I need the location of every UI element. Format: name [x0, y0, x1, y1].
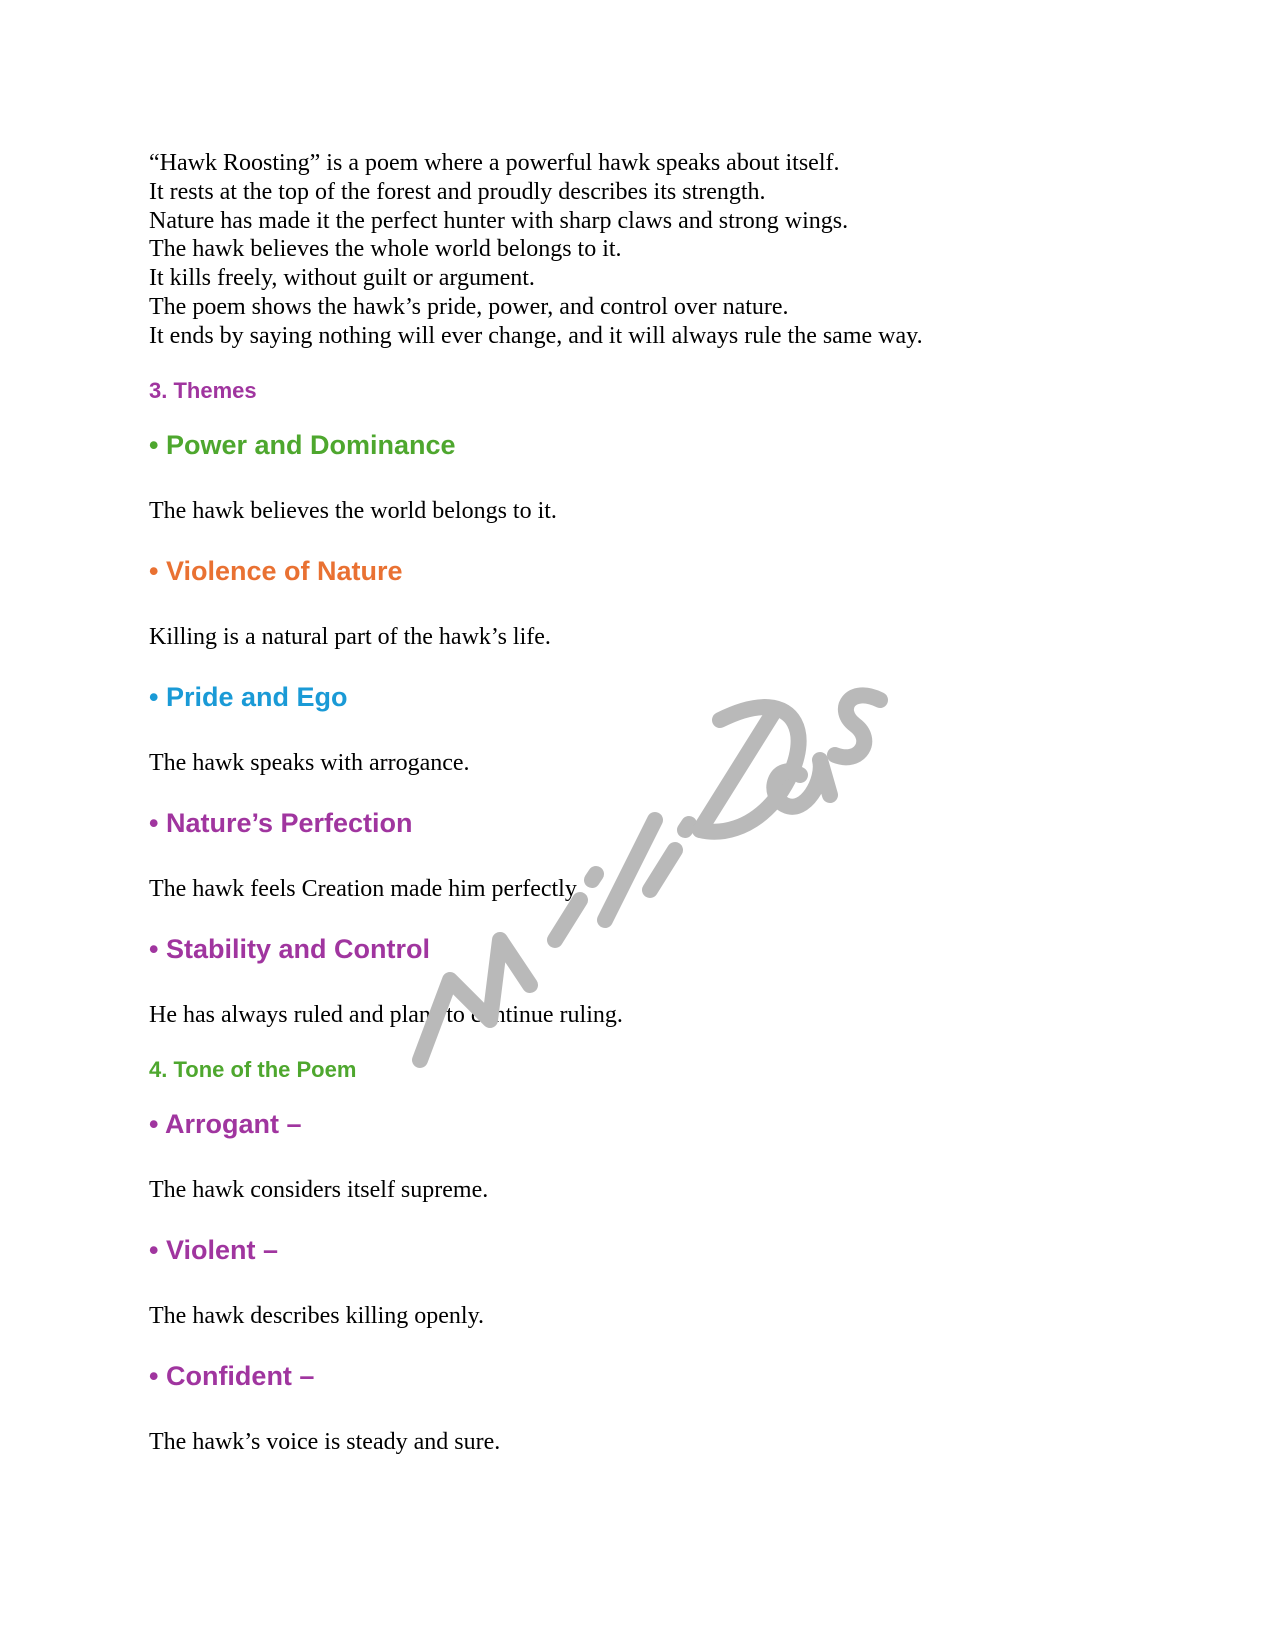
watermark-signature	[380, 590, 900, 1110]
theme-text-stability: He has always ruled and plans to continue ruling.	[149, 1002, 623, 1028]
tone-title-violent: • Violent –	[149, 1235, 278, 1265]
theme-title-power: • Power and Dominance	[149, 430, 456, 460]
tone-text-arrogant: The hawk considers itself supreme.	[149, 1177, 489, 1203]
tone-text-violent: The hawk describes killing openly.	[149, 1303, 485, 1329]
theme-text-perfection: The hawk feels Creation made him perfectly.	[149, 876, 582, 902]
summary-line: “Hawk Roosting” is a poem where a powerful hawk speaks about itself.	[149, 150, 840, 176]
summary-line: The poem shows the hawk’s pride, power, and control over nature.	[149, 293, 789, 320]
theme-title-stability: • Stability and Control	[149, 934, 430, 964]
summary-line: The hawk believes the whole world belongs to it.	[149, 236, 622, 263]
poem-summary	[149, 149, 923, 351]
theme-title-violence: • Violence of Nature	[149, 556, 403, 586]
tone-text-confident: The hawk’s voice is steady and sure.	[149, 1429, 501, 1455]
summary-line: It rests at the top of the forest and proudly describes its strength.	[149, 178, 766, 205]
tone-title-confident: • Confident –	[149, 1361, 315, 1391]
themes-heading: 3. Themes	[149, 378, 257, 403]
summary-line: Nature has made it the perfect hunter with sharp claws and strong wings.	[149, 207, 849, 234]
theme-title-pride: • Pride and Ego	[149, 682, 348, 712]
summary-line: It ends by saying nothing will ever change, and it will always rule the same way.	[149, 322, 923, 349]
theme-title-perfection: • Nature’s Perfection	[149, 808, 413, 838]
theme-text-pride: The hawk speaks with arrogance.	[149, 750, 470, 776]
theme-text-violence: Killing is a natural part of the hawk’s life.	[149, 624, 551, 650]
summary-line: It kills freely, without guilt or argument.	[149, 265, 535, 292]
tone-title-arrogant: • Arrogant –	[149, 1109, 302, 1139]
theme-text-power: The hawk believes the world belongs to it.	[149, 498, 557, 524]
tone-heading: 4. Tone of the Poem	[149, 1057, 357, 1082]
